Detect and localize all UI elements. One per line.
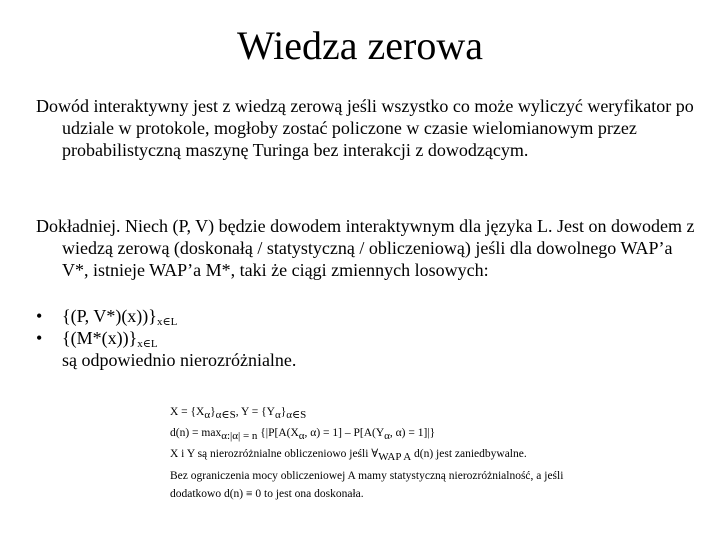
formula-text: , α) = 1] – P[A(Y <box>304 427 385 440</box>
paragraph-detailed-definition: Dokładniej. Niech (P, V) będzie dowodem interaktywnym dla języka L. Jest on dowodem z wiedzą zerową (doskonałą / statystyczną / obliczeniową) jeśli dla dowolnego WAP’a V*, istnieje WAP’a M*, taki że ciągi zmiennych losowych: <box>36 216 695 280</box>
conclusion-text: są odpowiednio nierozróżnialne. <box>62 350 297 370</box>
formula-subscript: α:|α| = n <box>221 430 258 443</box>
formula-subscript: α∈S <box>286 409 307 421</box>
bullet-subscript: x∈L <box>137 338 158 350</box>
bullet-item <box>36 327 676 349</box>
definition-line-distance <box>170 424 670 445</box>
formal-definitions <box>170 403 670 503</box>
formula-text: X = {X <box>170 406 205 418</box>
definition-line-sets <box>170 403 670 424</box>
bullet-text: {(M*(x))} <box>62 328 138 348</box>
bullet-list <box>36 305 676 349</box>
formula-text: } <box>280 406 287 418</box>
bullet-icon: • <box>36 306 43 326</box>
bullet-text: {(P, V*)(x))} <box>62 306 157 326</box>
definition-line-computational <box>170 445 670 466</box>
definition-line-perfect: dodatkowo d(n) ≡ 0 to jest ona doskonała. <box>170 487 364 500</box>
formula-subscript: WAP A <box>378 451 412 464</box>
bullet-item <box>36 305 676 327</box>
definition-line-statistical: Bez ograniczenia mocy obliczeniowej A mamy statystyczną nierozróżnialność, a jeśli <box>170 469 564 482</box>
formula-subscript: α <box>298 430 305 443</box>
formula-text: d(n) = max <box>170 427 222 440</box>
formula-text: , α) = 1]|} <box>389 427 436 440</box>
formula-text: d(n) jest zaniedbywalne. <box>411 448 527 461</box>
formula-text: {|P[A(X <box>257 427 299 440</box>
formula-subscript: α∈S <box>215 409 236 421</box>
formula-subscript: α <box>204 409 211 421</box>
formula-text: , Y = {Y <box>235 406 275 418</box>
formula-subscript: α <box>274 409 281 421</box>
formula-text: } <box>210 406 216 418</box>
formula-text: X i Y są nierozróżnialne obliczeniowo jeśli ∀ <box>170 448 379 461</box>
bullet-icon: • <box>36 328 43 348</box>
slide-title: Wiedza zerowa <box>237 23 483 68</box>
bullet-subscript: x∈L <box>156 316 178 328</box>
paragraph-definition: Dowód interaktywny jest z wiedzą zerową jeśli wszystko co może wyliczyć weryfikator po udziale w protokole, mogłoby zostać policzone w czasie wielomianowym przez probabilistyczną maszynę Turinga bez interakcji z dowodzącym. <box>36 96 694 160</box>
formula-subscript: α <box>384 430 390 443</box>
